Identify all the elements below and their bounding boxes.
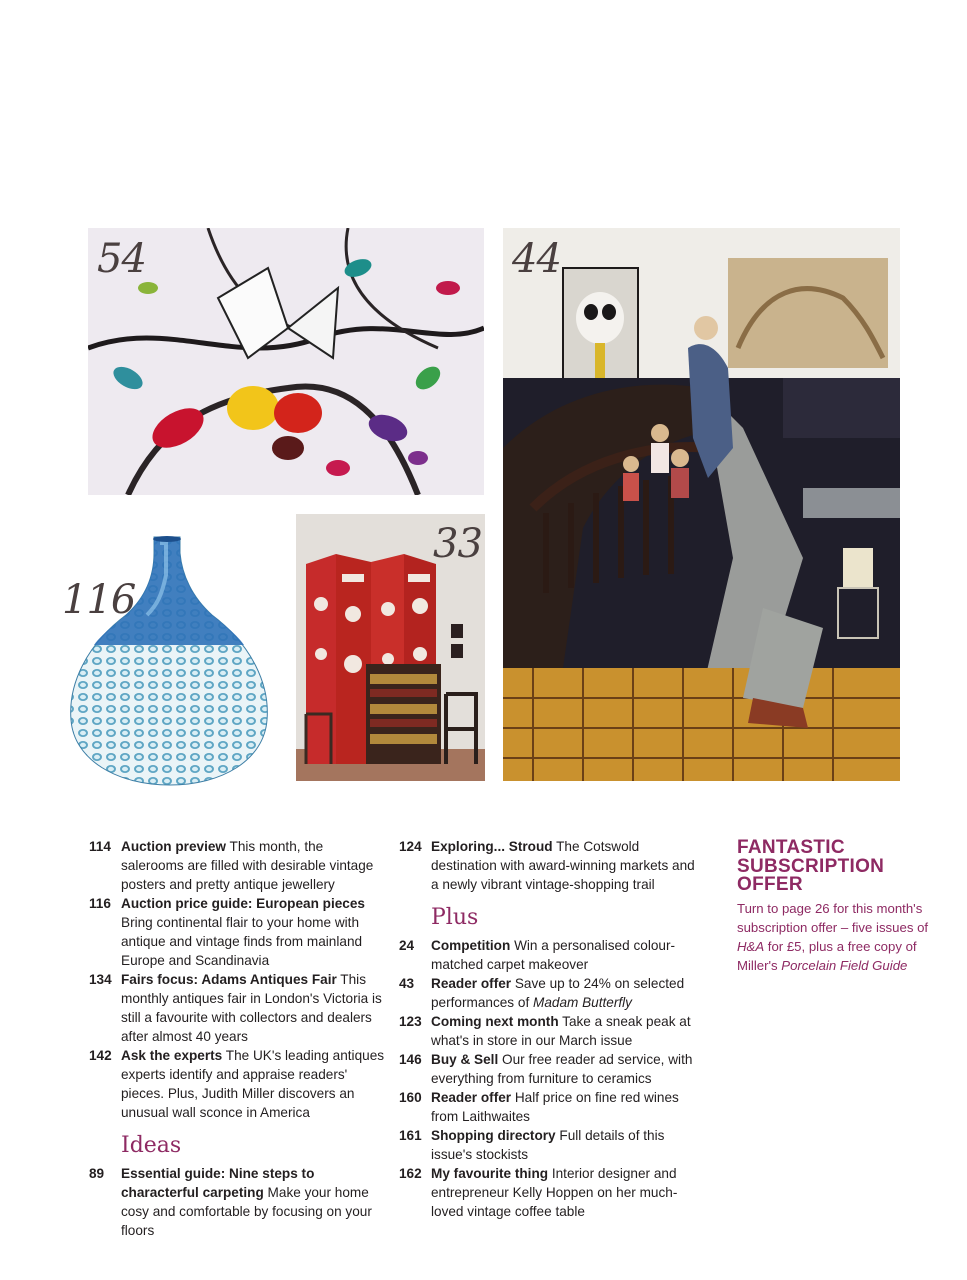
entry-page-number: 89	[89, 1166, 105, 1181]
section-heading-plus: Plus	[431, 905, 479, 930]
subscription-offer-heading[interactable]: FANTASTIC SUBSCRIPTION OFFER	[737, 837, 885, 895]
entry-text: Interior designer and entrepreneur Kelly Hoppen on her much-loved vintage coffee table	[431, 1166, 678, 1219]
entry-page-number: 116	[89, 896, 111, 911]
entry-text: Take a sneak peak at what's in store in our March issue	[431, 1014, 691, 1048]
glass-vase-photo	[62, 535, 277, 790]
page-number-staircase: 44	[512, 236, 561, 282]
contents-entry[interactable]	[399, 974, 699, 1012]
offer-text-part: for £5, plus a free copy of Miller's	[737, 939, 917, 973]
contents-entry[interactable]	[89, 1046, 389, 1122]
entry-page-number: 114	[89, 839, 111, 854]
entry-page-number: 146	[399, 1052, 422, 1067]
entry-page-number: 142	[89, 1048, 112, 1063]
contents-entry[interactable]	[399, 1088, 699, 1126]
offer-book-title: Porcelain Field Guide	[781, 958, 908, 973]
contents-entry[interactable]	[399, 1164, 699, 1221]
entry-page-number: 24	[399, 938, 415, 953]
entry-page-number: 134	[89, 972, 112, 987]
page-number-cabinet: 33	[433, 521, 482, 567]
entry-title: My favourite thing	[431, 1166, 549, 1181]
entry-title: Auction preview	[121, 839, 226, 854]
contents-entry[interactable]	[89, 1164, 389, 1240]
page-number-vase: 116	[62, 577, 136, 623]
entry-text: Win a personalised colour-matched carpet makeover	[431, 938, 676, 972]
entry-text: Bring continental flair to your home with antique and vintage finds from mainland Europe and Scandinavia	[121, 915, 363, 968]
contents-entry[interactable]	[89, 894, 389, 970]
entry-text: Half price on fine red wines from Laithwaites	[431, 1090, 679, 1124]
entry-title: Shopping directory	[431, 1128, 556, 1143]
entry-title: Exploring... Stroud	[431, 839, 553, 854]
entry-title: Buy & Sell	[431, 1052, 499, 1067]
entry-page-number: 123	[399, 1014, 422, 1029]
entry-title: Ask the experts	[121, 1048, 223, 1063]
entry-title: Coming next month	[431, 1014, 559, 1029]
entry-text: Save up to 24% on selected performances of	[431, 976, 685, 1010]
butterfly-wallpaper-photo	[88, 228, 484, 495]
contents-column-2	[399, 837, 699, 1221]
contents-entry[interactable]	[89, 837, 389, 894]
subscription-offer-text	[737, 899, 937, 975]
entry-text: The UK's leading antiques experts identify and appraise readers' pieces. Plus, Judith Miller discovers an unusual wall sconce in America	[121, 1048, 385, 1120]
entry-text: This monthly antiques fair in London's Victoria is still a favourite with collectors and dealers after almost 40 years	[121, 972, 382, 1044]
entry-title: Competition	[431, 938, 511, 953]
entry-page-number: 124	[399, 839, 422, 854]
staircase-photo	[503, 228, 900, 781]
entry-title: Reader offer	[431, 1090, 512, 1105]
entry-title: Essential guide: Nine steps to characterful carpeting	[121, 1166, 315, 1200]
contents-entry[interactable]	[89, 970, 389, 1046]
entry-title: Auction price guide: European pieces	[121, 896, 365, 911]
entry-title: Reader offer	[431, 976, 512, 991]
entry-text: Our free reader ad service, with everything from furniture to ceramics	[431, 1052, 693, 1086]
contents-entry[interactable]	[399, 936, 699, 974]
offer-text-part: Turn to page 26 for this month's subscription offer – five issues of	[737, 901, 929, 935]
entry-page-number: 162	[399, 1166, 422, 1181]
contents-entry[interactable]	[399, 837, 699, 894]
entry-text: This month, the salerooms are filled with desirable vintage posters and pretty antique jewellery	[121, 839, 374, 892]
contents-entry[interactable]	[399, 1126, 699, 1164]
page-number-butterflies: 54	[97, 236, 146, 282]
contents-entry[interactable]	[399, 1050, 699, 1088]
section-heading-ideas: Ideas	[121, 1133, 182, 1158]
entry-text: Make your home cosy and comfortable by focusing on your floors	[121, 1185, 372, 1238]
offer-magazine-title: H&A	[737, 939, 765, 954]
contents-entry[interactable]	[399, 1012, 699, 1050]
entry-italic-title: Madam Butterfly	[533, 995, 632, 1010]
entry-text: Full details of this issue's stockists	[431, 1128, 665, 1162]
contents-column-1	[89, 837, 389, 1240]
entry-text: The Cotswold destination with award-winning markets and a newly vibrant vintage-shopping trail	[431, 839, 695, 892]
entry-page-number: 161	[399, 1128, 422, 1143]
entry-page-number: 43	[399, 976, 415, 991]
entry-title: Fairs focus: Adams Antiques Fair	[121, 972, 337, 987]
entry-page-number: 160	[399, 1090, 422, 1105]
